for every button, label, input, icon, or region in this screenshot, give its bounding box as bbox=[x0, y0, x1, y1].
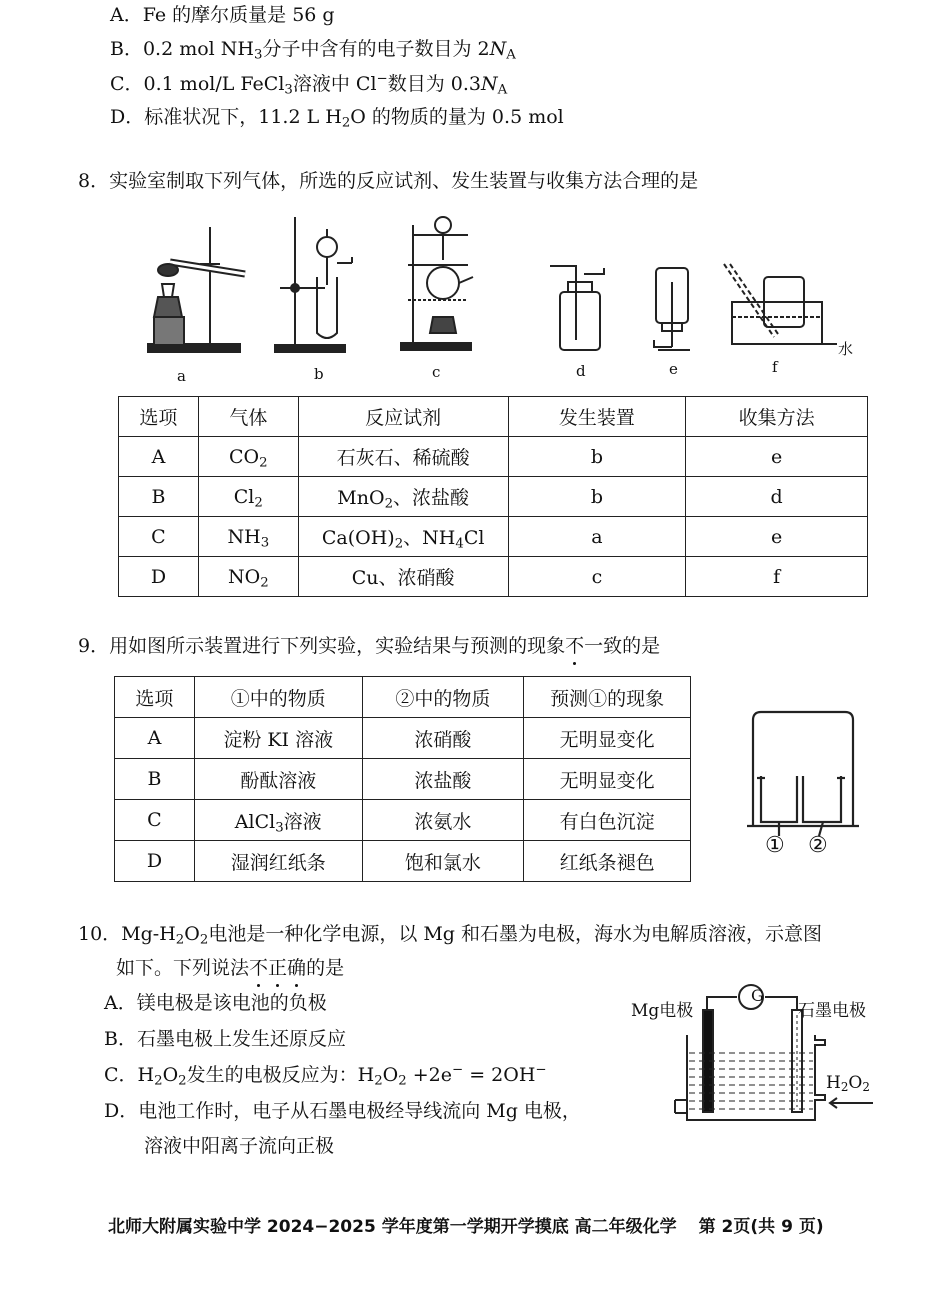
table-cell: f bbox=[686, 557, 868, 597]
q7-option-a bbox=[110, 0, 335, 27]
mg-electrode-label: Mg电极 bbox=[631, 1001, 694, 1021]
page-footer bbox=[108, 1212, 824, 1237]
table-cell: e bbox=[686, 437, 868, 477]
q10-option-d-line2: 溶液中阳离子流向正极 bbox=[144, 1135, 335, 1157]
table-cell: 红纸条褪色 bbox=[524, 841, 691, 882]
beaker-label-1: ① bbox=[765, 833, 785, 858]
apparatus-c-diagram bbox=[398, 205, 478, 355]
subscript: A bbox=[497, 82, 508, 98]
q7-option-d bbox=[110, 102, 564, 129]
table-cell: D bbox=[115, 841, 195, 882]
table-cell: 饱和氯水 bbox=[362, 841, 524, 882]
emphasis-char: 不 bbox=[249, 953, 268, 980]
table-cell: 淀粉 KI 溶液 bbox=[194, 718, 362, 759]
table-cell: 酚酞溶液 bbox=[194, 759, 362, 800]
table-cell: $Ca(OH)_2$、$NH_4Cl$ bbox=[298, 517, 508, 557]
table-cell: $NO_2$ bbox=[198, 557, 298, 597]
apparatus-b-diagram bbox=[270, 215, 360, 355]
option-letter: D． bbox=[110, 106, 145, 128]
table-cell: MnO$_2$、浓盐酸 bbox=[298, 477, 508, 517]
table-cell: b bbox=[508, 437, 686, 477]
header-cell: ②中的物质 bbox=[362, 677, 524, 718]
table-cell: A bbox=[115, 718, 195, 759]
table-cell: 浓氨水 bbox=[362, 800, 524, 841]
table-cell: e bbox=[686, 517, 868, 557]
table-cell: B bbox=[115, 759, 195, 800]
table-cell: A bbox=[119, 437, 199, 477]
apparatus-a-diagram bbox=[140, 222, 250, 357]
footer-text: 北师大附属实验中学 2024−2025 学年度第一学期开学摸底 高二年级化学 bbox=[108, 1217, 677, 1237]
text-segment: 标准状况下，11.2 L H bbox=[144, 106, 342, 128]
table-row bbox=[115, 800, 691, 841]
q10-option-d-line1: D．电池工作时，电子从石墨电极经导线流向 Mg 电极， bbox=[104, 1100, 581, 1122]
apparatus-label-d: d bbox=[576, 362, 586, 380]
table-cell: 石灰石、稀硫酸 bbox=[298, 437, 508, 477]
table-cell: C bbox=[119, 517, 199, 557]
header-cell: 预测①的现象 bbox=[524, 677, 691, 718]
q10-stem-line1: 10．$Mg-H_2O_2$电池是一种化学电源，以 Mg 和石墨为电极，海水为电解质溶液，示意图 bbox=[78, 923, 823, 948]
apparatus-label-a: a bbox=[177, 367, 186, 385]
table-cell: 有白色沉淀 bbox=[524, 800, 691, 841]
q10-option-a: A．镁电极是该电池的负极 bbox=[104, 992, 327, 1014]
table-row bbox=[119, 557, 868, 597]
galvanometer-label: G bbox=[751, 986, 764, 1005]
table-row bbox=[115, 759, 691, 800]
table-cell: b bbox=[508, 477, 686, 517]
q9-stem bbox=[78, 631, 660, 658]
h2o2-label: $H_2O_2$ bbox=[826, 1073, 870, 1094]
text-segment: 0.1 mol/L FeCl bbox=[143, 73, 285, 95]
subscript: A bbox=[506, 47, 516, 63]
apparatus-d-diagram bbox=[548, 262, 608, 357]
q7-option-b bbox=[110, 34, 516, 61]
emphasis-char: 确 bbox=[287, 953, 306, 980]
text-segment: O 的物质的量为 0.5 mol bbox=[350, 106, 564, 128]
q8-stem bbox=[78, 166, 698, 193]
apparatus-e-diagram bbox=[650, 262, 700, 357]
table-cell: 无明显变化 bbox=[524, 718, 691, 759]
table-header-row bbox=[115, 677, 691, 718]
emphasis-char: 不 bbox=[565, 631, 584, 658]
emphasis-char: 正 bbox=[268, 953, 287, 980]
q9-table bbox=[114, 676, 691, 882]
table-cell: d bbox=[686, 477, 868, 517]
header-cell: 选项 bbox=[119, 397, 199, 437]
table-cell: C bbox=[115, 800, 195, 841]
header-cell: 选项 bbox=[115, 677, 195, 718]
q8-table bbox=[118, 396, 868, 597]
option-text: Fe 的摩尔质量是 56 g bbox=[142, 4, 335, 26]
table-cell: $Cl_2$ bbox=[198, 477, 298, 517]
question-text: 一致的是 bbox=[584, 635, 661, 657]
text-segment: 数目为 0.3 bbox=[387, 73, 481, 95]
table-cell: $NH_3$ bbox=[198, 517, 298, 557]
superscript: − bbox=[376, 71, 388, 87]
table-cell: Cu、浓硝酸 bbox=[298, 557, 508, 597]
apparatus-label-e: e bbox=[669, 360, 678, 378]
table-cell: $CO_2$ bbox=[198, 437, 298, 477]
table-cell: a bbox=[508, 517, 686, 557]
header-cell: ①中的物质 bbox=[194, 677, 362, 718]
table-cell: 无明显变化 bbox=[524, 759, 691, 800]
table-row bbox=[115, 841, 691, 882]
table-cell: 湿润红纸条 bbox=[194, 841, 362, 882]
header-cell: 反应试剂 bbox=[298, 397, 508, 437]
apparatus-label-b: b bbox=[314, 365, 324, 383]
q10-stem-line2: 如下。下列说法不正确的是 bbox=[116, 953, 344, 980]
text-segment: 分子中含有的电子数目为 2 bbox=[262, 38, 490, 60]
question-number: 8． bbox=[78, 170, 110, 192]
bell-jar-diagram bbox=[745, 708, 860, 863]
apparatus-label-c: c bbox=[432, 363, 441, 381]
question-number: 10． bbox=[78, 923, 122, 945]
table-cell: c bbox=[508, 557, 686, 597]
table-cell: D bbox=[119, 557, 199, 597]
question-text: 用如图所示装置进行下列实验，实验结果与预测的现象 bbox=[109, 635, 566, 657]
table-row bbox=[119, 477, 868, 517]
question-text: 实验室制取下列气体，所选的反应试剂、发生装置与收集方法合理的是 bbox=[109, 170, 699, 192]
question-number: 9． bbox=[78, 635, 110, 657]
page-number: 第 2页(共 9 页) bbox=[698, 1217, 824, 1237]
table-row bbox=[115, 718, 691, 759]
graphite-electrode-label: 石墨电极 bbox=[798, 1001, 866, 1021]
table-cell: B bbox=[119, 477, 199, 517]
table-header-row bbox=[119, 397, 868, 437]
table-cell: 浓盐酸 bbox=[362, 759, 524, 800]
beaker-label-2: ② bbox=[808, 833, 828, 858]
subscript: 2 bbox=[341, 115, 351, 131]
italic-symbol: N bbox=[489, 38, 507, 60]
subscript: 3 bbox=[284, 82, 293, 98]
text-segment: 0.2 mol NH bbox=[142, 38, 254, 60]
subscript: 3 bbox=[254, 47, 263, 63]
table-row bbox=[119, 437, 868, 477]
apparatus-f-diagram bbox=[722, 262, 852, 357]
table-cell: 浓硝酸 bbox=[362, 718, 524, 759]
apparatus-label-f: f bbox=[772, 358, 778, 376]
text-segment: 溶液中 Cl bbox=[292, 73, 377, 95]
header-cell: 收集方法 bbox=[686, 397, 868, 437]
option-letter: C． bbox=[110, 73, 144, 95]
table-cell: AlCl$_3$溶液 bbox=[194, 800, 362, 841]
italic-symbol: N bbox=[480, 73, 498, 95]
water-label: 水 bbox=[838, 340, 854, 358]
q10-option-b: B．石墨电极上发生还原反应 bbox=[104, 1028, 346, 1050]
option-letter: A． bbox=[110, 4, 143, 26]
option-letter: B． bbox=[110, 38, 143, 60]
header-cell: 发生装置 bbox=[508, 397, 686, 437]
table-row bbox=[119, 517, 868, 557]
q10-option-c: C．$H_2O_2$发生的电极反应为：$H_2O_2 +2e^- = 2OH^-$ bbox=[104, 1062, 547, 1089]
q7-option-c bbox=[110, 69, 507, 96]
header-cell: 气体 bbox=[198, 397, 298, 437]
